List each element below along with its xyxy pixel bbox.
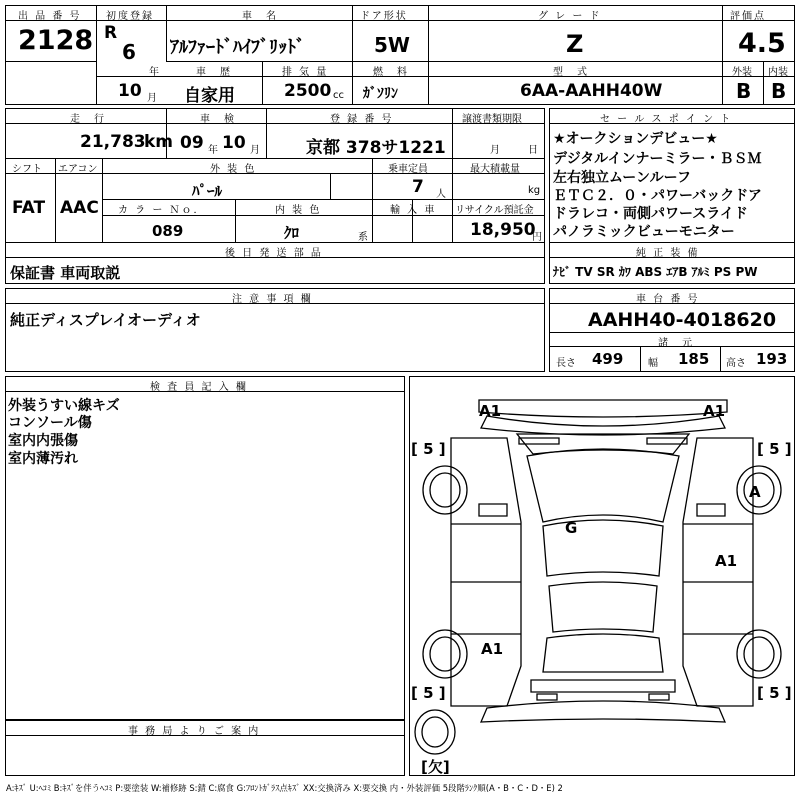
damage-mark: A1 (479, 402, 502, 420)
ac-value: AAC (60, 198, 99, 218)
sales-point-item: ドラレコ・両側パワースライド (553, 206, 748, 222)
car-name-label: 車 名 (242, 11, 278, 22)
load-label: 最大積載量 (470, 164, 520, 175)
sales-point-item: パノラミックビューモニター (553, 224, 735, 240)
fuel-value: ｶﾞｿﾘﾝ (363, 86, 398, 102)
notes-value: 純正ディスプレイオーディオ (10, 311, 201, 329)
sales-point-item: ＥＴＣ２．０・パワーバックドア (553, 188, 762, 204)
legend: A:ｷｽﾞ U:ﾍｺﾐ B:ｷｽﾞを伴うﾍｺﾐ P:要塗装 W:補修跡 S:錆 C:腐食 G:ﾌﾛﾝﾄｶﾞﾗｽ点ｷｽﾞ XX:交換済み X:要交換 内・外装評価 5段階ﾗﾝｸ順(A・B・C・D・E) 2 (6, 783, 563, 793)
inspection-year-unit: 年 (208, 145, 218, 156)
spare-tire-status: [欠] (421, 758, 450, 776)
inspection-month-unit: 月 (250, 145, 260, 156)
dims-label: 諸 元 (658, 338, 694, 349)
exterior-grade: B (736, 79, 752, 103)
tire-condition: [ 5 ] (757, 684, 792, 702)
notes-label: 注 意 事 項 欄 (232, 294, 313, 305)
interior-color-value: ｸﾛ (284, 224, 300, 242)
exterior-label: 外装 (732, 67, 752, 78)
height-value: 193 (756, 350, 788, 368)
mileage-value: 21,783 (80, 132, 146, 152)
mileage-unit: km (144, 132, 174, 152)
model-value: 6AA-AAHH40W (520, 81, 663, 101)
inspection-year: 09 (180, 133, 204, 153)
capacity-label: 乗車定員 (388, 164, 428, 175)
sales-point-item: デジタルインナーミラー・ＢＳＭ (553, 151, 762, 167)
interior-color-unit: 系 (358, 232, 368, 243)
displacement-unit: cc (333, 90, 344, 101)
length-value: 499 (592, 350, 624, 368)
shift-value: FAT (12, 198, 46, 218)
inspector-line: 室内薄汚れ (8, 451, 78, 467)
history-label: 車 歴 (196, 67, 232, 78)
model-label: 型 式 (553, 67, 589, 78)
office-label: 事 務 局 よ り ご 案 内 (128, 726, 261, 737)
length-label: 長さ (556, 358, 576, 369)
sales-point-item: 左右独立ムーンルーフ (553, 170, 691, 186)
lot-label: 出 品 番 号 (18, 11, 82, 22)
inspection-label: 車 検 (200, 114, 236, 125)
damage-mark: A1 (703, 402, 726, 420)
inspector-label: 検 査 員 記 入 欄 (150, 382, 248, 393)
plate-value: 京都 378サ1221 (306, 138, 446, 158)
transfer-label: 譲渡書類期限 (462, 114, 522, 125)
sales-point-item: ★オークションデビュー★ (553, 131, 718, 147)
sales-points-label: セ ー ル ス ポ イ ン ト (600, 114, 733, 125)
color-no-value: 089 (152, 222, 184, 240)
era-letter: R (104, 23, 118, 43)
inspector-line: 外装うすい線キズ (8, 398, 120, 414)
grade-label: グ レ ー ド (538, 11, 602, 22)
mileage-label: 走 行 (70, 114, 106, 125)
color-no-label: カ ラ ー Ｎｏ． (118, 205, 206, 216)
displacement-value: 2500 (284, 81, 332, 101)
ac-label: エアコン (58, 164, 98, 175)
month-unit: 月 (147, 93, 157, 104)
door-value: 5W (374, 33, 410, 57)
tire-condition: [ 5 ] (757, 440, 792, 458)
height-label: 高さ (726, 358, 746, 369)
shift-label: シフト (12, 164, 42, 175)
history-value: 自家用 (184, 86, 235, 106)
reg-year: 6 (122, 40, 136, 64)
transfer-month-unit: 月 (490, 145, 500, 156)
first-reg-label: 初度登録 (106, 11, 154, 22)
tire-condition: [ 5 ] (411, 440, 446, 458)
fuel-label: 燃 料 (373, 67, 409, 78)
inspector-line: 室内内張傷 (8, 433, 78, 449)
import-label: 輸 入 車 (390, 205, 437, 216)
recycle-unit: 円 (532, 232, 542, 243)
reg-month: 10 (118, 81, 142, 101)
transfer-day-unit: 日 (528, 145, 538, 156)
genuine-label: 純 正 装 備 (636, 248, 700, 259)
car-name: ｱﾙﾌｧｰﾄﾞﾊｲﾌﾞﾘｯﾄﾞ (170, 37, 305, 58)
interior-label: 内装 (768, 67, 788, 78)
car-damage-diagram (409, 376, 795, 776)
capacity-value: 7 (412, 177, 424, 197)
load-unit: kg (528, 185, 541, 196)
lot-number: 2128 (18, 25, 94, 56)
score-label: 評価点 (730, 11, 766, 22)
damage-mark: G (565, 519, 578, 537)
door-label: ドア形状 (360, 11, 408, 22)
chassis-label: 車 台 番 号 (636, 294, 700, 305)
grade-value: Z (566, 30, 584, 58)
inspection-month: 10 (222, 133, 246, 153)
color-value: ﾊﾟｰﾙ (192, 182, 223, 200)
width-label: 幅 (648, 358, 658, 369)
damage-mark: A (749, 483, 761, 501)
inspector-line: コンソール傷 (8, 415, 92, 431)
genuine-value: ﾅﾋﾞ TV SR ｶﾜ ABS ｴｱB ｱﾙﾐ PS PW (553, 265, 758, 279)
interior-grade: B (771, 79, 787, 103)
score-value: 4.5 (738, 28, 786, 59)
tire-condition: [ 5 ] (411, 684, 446, 702)
recycle-label: リサイクル預託金 (455, 205, 534, 216)
color-label: 外 装 色 (210, 164, 257, 175)
chassis-value: AAHH40-4018620 (588, 309, 777, 331)
damage-mark: A1 (715, 552, 738, 570)
plate-label: 登 録 番 号 (330, 114, 394, 125)
recycle-value: 18,950 (470, 220, 536, 240)
later-parts-label: 後 日 発 送 部 品 (225, 248, 323, 259)
later-parts-value: 保証書 車両取説 (10, 264, 121, 282)
interior-color-label: 内 装 色 (275, 205, 322, 216)
damage-mark: A1 (481, 640, 504, 658)
capacity-unit: 人 (436, 189, 446, 200)
year-unit: 年 (149, 67, 159, 78)
displacement-label: 排 気 量 (282, 67, 329, 78)
width-value: 185 (678, 350, 710, 368)
